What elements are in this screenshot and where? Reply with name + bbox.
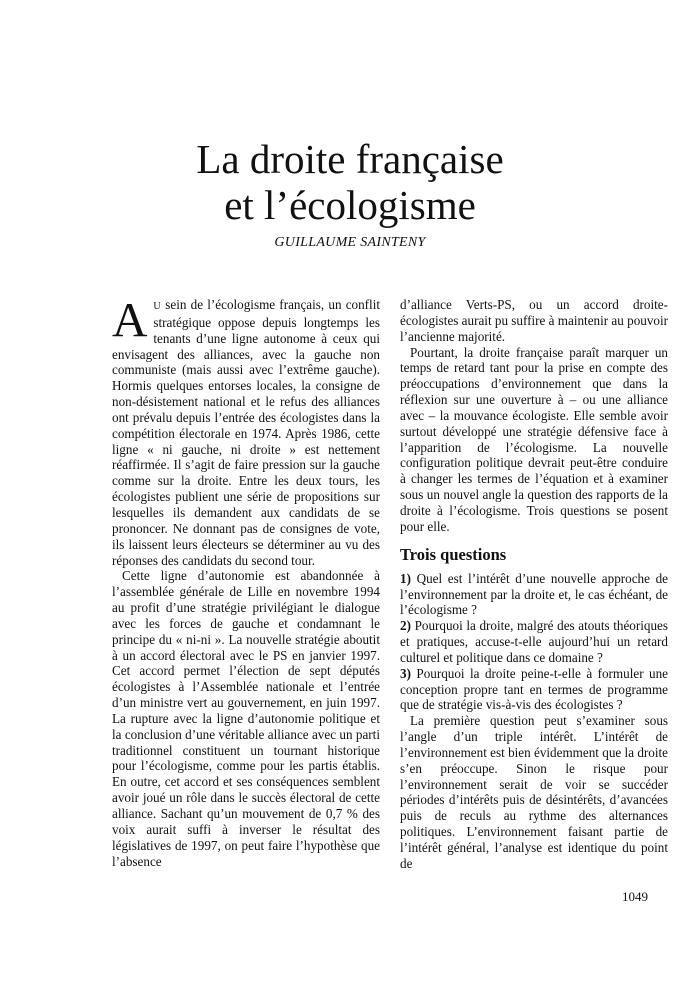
question-3	[400, 666, 668, 714]
question-1	[400, 571, 668, 619]
title-line-2: et l’écologisme	[224, 182, 476, 228]
right-paragraph-3: La première question peut s’examiner sous l’angle d’un triple intérêt. L’intérêt de l’environnement est bien évidemment que la droite s’en préoccupe. Sinon le risque pour l’environnement serait de voir se succéder périodes d’intérêts puis de désintérêts, d’avancées puis de reculs au rythme des alternances politiques. L’environnement faisant partie de l’intérêt général, l’analyse est identique du point de	[400, 713, 668, 871]
question-3-number: 3)	[400, 665, 411, 681]
section-heading: Trois questions	[400, 544, 507, 564]
right-paragraph-2: Pourtant, la droite française paraît marquer un temps de retard tant pour la prise en compte des préoccupations d’environnement que dans la réflexion sur une ouverture à – ou une alliance avec – la mouvance écologiste. Elle semble avoir surtout développé une stratégie défensive face à l’apparition de l’écologisme. La nouvelle configuration politique devrait peut-être conduire à changer les termes de l’équation et à examiner sous un nouvel angle la question des rapports de la droite à l’écologisme. Trois questions se posent pour elle.	[400, 344, 668, 534]
question-2-number: 2)	[400, 618, 411, 634]
left-paragraph-1	[112, 292, 380, 568]
right-paragraph-1: d’alliance Verts-PS, ou un accord droite-écologistes aurait pu suffire à maintenir au pouvoir l’ancienne majorité.	[400, 297, 668, 344]
drop-cap: A	[112, 292, 148, 347]
article-title	[0, 136, 700, 228]
left-paragraph-2: Cette ligne d’autonomie est abandonnée à l’assemblée générale de Lille en novembre 1994 au profit d’une stratégie privilégiant le dialogue avec les forces de gauche et condamnant le principe du « ni-ni ». La nouvelle stratégie aboutit à un accord électoral avec le PS en janvier 1997. Cet accord permet l’élection de sept députés écologistes à l’Assemblée nationale et l’entrée d’un ministre vert au gouvernement, en juin 1997. La rupture avec la ligne d’autonomie politique et la conclusion d’une véritable alliance avec un parti traditionnel constituent un tournant historique pour l’écologisme, comme pour les partis établis. En outre, cet accord et ses conséquences semblent avoir joué un rôle dans le succès électoral de cette alliance. Sachant qu’un mouvement de 0,7 % des voix aurait suffi à inverser le résultat des législatives de 1997, on peut faire l’hypothèse que l’absence	[112, 568, 380, 869]
author-name: GUILLAUME SAINTENY	[274, 235, 426, 250]
left-column	[112, 292, 380, 869]
lead-small-caps: U	[153, 301, 162, 312]
question-2	[400, 618, 668, 666]
left-paragraph-1-text: sein de l’écologisme français, un conflit stratégique oppose depuis longtemps les tenants d’une ligne autonome à ceux qui envisagent des alliances, avec la gauche non communiste (mais aussi avec l’extrême gauche). Hormis quelques entorses locales, la consigne de non-désistement national et le refus des alliances ont prévalu depuis l’entrée des écologistes dans la compétition électorale en 1974. Après 1986, cette ligne « ni gauche, ni droite » est nettement réaffirmée. Il s’agit de faire pression sur la gauche comme sur la droite. Entre les deux tours, les écologistes publient une série de propositions sur lesquelles ils demandent aux candidats de se prononcer. Ne donnant pas de consignes de vote, ils laissent leurs électeurs se déterminer au vu des réponses des candidats du second tour.	[112, 297, 380, 568]
question-2-text: Pourquoi la droite, malgré des atouts théoriques et pratiques, accuse-t-elle aujourd’hui un retard culturel et politique dans ce domaine ?	[400, 618, 668, 665]
title-line-1: La droite française	[196, 136, 504, 182]
right-column	[400, 297, 668, 872]
question-1-number: 1)	[400, 570, 411, 586]
question-3-text: Pourquoi la droite peine-t-elle à formuler une conception propre tant en termes de programme que de stratégie vis-à-vis des écologistes ?	[400, 665, 668, 713]
page-number: 1049	[622, 889, 648, 904]
question-1-text: Quel est l’intérêt d’une nouvelle approche de l’environnement par la droite et, le cas échéant, de l’écologisme ?	[400, 570, 668, 618]
